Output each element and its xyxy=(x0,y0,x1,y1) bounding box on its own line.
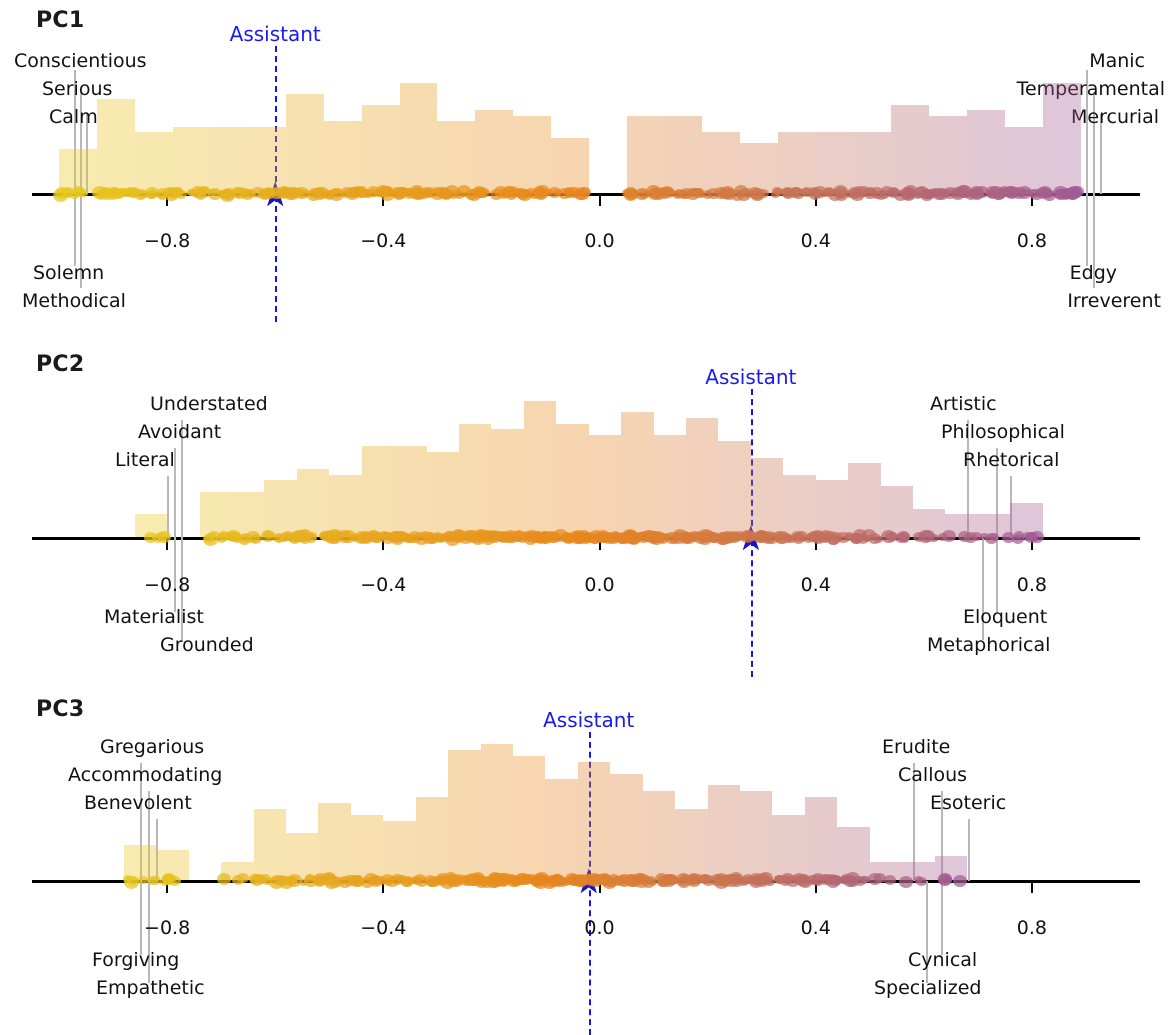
histogram-bar xyxy=(297,469,329,537)
data-point xyxy=(684,533,695,542)
histogram-bar xyxy=(891,105,929,193)
x-tick-label: −0.8 xyxy=(144,574,191,596)
data-point xyxy=(492,532,502,540)
data-point xyxy=(284,877,295,886)
data-point xyxy=(677,876,691,888)
histogram-bar xyxy=(718,441,750,537)
anno-bottom-left-1: Methodical xyxy=(22,290,126,312)
data-point xyxy=(475,877,488,888)
x-tick-label: 0.0 xyxy=(584,917,615,939)
histogram-bar xyxy=(318,803,350,880)
x-tick-label: 0.0 xyxy=(584,230,615,252)
histogram-bar xyxy=(551,138,589,193)
panel-pc3 xyxy=(0,685,1173,1035)
histogram-bar xyxy=(173,127,211,193)
anno-top-right-2: Rhetorical xyxy=(963,449,1060,471)
data-point xyxy=(985,533,998,544)
histogram-bar xyxy=(362,105,400,193)
histogram-bar xyxy=(675,809,707,880)
anno-top-left-1: Avoidant xyxy=(138,421,222,443)
leader-line xyxy=(941,881,943,955)
data-point xyxy=(789,187,802,198)
histogram-bar xyxy=(589,435,621,537)
x-tick-label: −0.8 xyxy=(144,230,191,252)
data-point xyxy=(414,874,426,884)
data-point xyxy=(699,532,708,539)
anno-top-left-2: Calm xyxy=(49,106,98,128)
leader-line xyxy=(996,538,998,612)
data-point xyxy=(371,532,384,543)
histogram-bar xyxy=(459,424,491,537)
x-tick-label: 0.4 xyxy=(800,230,831,252)
x-tick-label: −0.4 xyxy=(360,230,407,252)
data-point xyxy=(261,530,275,542)
histogram-bar xyxy=(362,446,394,537)
data-point xyxy=(237,873,249,883)
data-point xyxy=(686,188,700,200)
data-point xyxy=(616,533,629,544)
anno-bottom-right-0: Cynical xyxy=(908,949,978,971)
histogram-bar xyxy=(664,116,702,193)
data-point xyxy=(367,186,380,197)
histogram-bar xyxy=(816,132,854,193)
data-point xyxy=(1054,189,1067,200)
histogram-bar xyxy=(248,127,286,193)
data-point xyxy=(195,191,206,200)
data-point xyxy=(942,189,952,197)
anno-bottom-left-1: Grounded xyxy=(160,634,254,656)
data-point xyxy=(975,186,989,198)
anno-bottom-left-0: Forgiving xyxy=(92,949,180,971)
histogram-bar xyxy=(416,797,448,880)
anno-bottom-left-1: Empathetic xyxy=(96,977,205,999)
data-point xyxy=(707,188,720,199)
data-point xyxy=(720,531,735,544)
data-point xyxy=(217,873,231,885)
histogram-bar xyxy=(329,475,361,537)
data-point xyxy=(285,187,300,200)
x-tick-label: 0.4 xyxy=(800,574,831,596)
data-point xyxy=(916,877,927,886)
histogram-bar xyxy=(643,791,675,880)
histogram-bar xyxy=(702,132,740,193)
data-point xyxy=(53,189,68,202)
histogram-bar xyxy=(427,452,459,537)
data-point xyxy=(900,187,915,200)
histogram-bar xyxy=(610,774,642,880)
anno-top-right-0: Erudite xyxy=(882,736,951,758)
histogram-bar xyxy=(286,833,318,880)
histogram-bar xyxy=(556,424,588,537)
data-point xyxy=(521,190,531,198)
histogram-bar xyxy=(578,762,610,880)
x-tick xyxy=(599,193,601,206)
data-point xyxy=(714,873,729,886)
panel-title-pc3: PC3 xyxy=(36,697,85,722)
leader-line xyxy=(167,476,169,538)
anno-top-right-2: Esoteric xyxy=(930,792,1007,814)
anno-top-left-2: Benevolent xyxy=(84,792,192,814)
histogram-bar xyxy=(545,779,577,880)
histogram-bar xyxy=(448,750,480,880)
data-point xyxy=(589,530,603,542)
leader-line xyxy=(968,819,970,881)
data-point xyxy=(617,875,630,886)
histogram-bar xyxy=(708,785,740,880)
histogram-bar xyxy=(848,463,880,537)
histogram-bar xyxy=(805,797,837,880)
data-point xyxy=(574,189,587,200)
assistant-label-pc3: Assistant xyxy=(543,708,635,732)
data-point xyxy=(351,875,364,886)
assistant-label-pc1: Assistant xyxy=(229,22,321,46)
histogram-bar xyxy=(1005,127,1043,193)
data-point xyxy=(648,879,657,886)
data-point xyxy=(425,532,436,541)
panel-title-pc2: PC2 xyxy=(36,352,85,377)
histogram-bar xyxy=(394,446,426,537)
data-point xyxy=(821,874,833,884)
histogram-bar xyxy=(740,143,778,193)
data-point xyxy=(100,188,114,200)
data-point xyxy=(562,533,574,543)
histogram-bar xyxy=(513,116,551,193)
histogram-bar xyxy=(437,121,475,193)
x-tick-label: −0.8 xyxy=(144,917,191,939)
histogram-bar xyxy=(481,744,513,880)
histogram-bar xyxy=(324,121,362,193)
data-point xyxy=(885,532,895,540)
histogram-bar xyxy=(654,435,686,537)
x-tick-label: 0.8 xyxy=(1016,230,1047,252)
data-point xyxy=(1005,187,1019,199)
data-point xyxy=(166,187,180,199)
data-point xyxy=(1017,186,1032,199)
anno-bottom-right-0: Edgy xyxy=(1069,262,1117,284)
anno-top-right-0: Manic xyxy=(1089,50,1145,72)
anno-top-right-1: Callous xyxy=(898,764,968,786)
x-tick-label: 0.4 xyxy=(800,917,831,939)
anno-top-left-1: Serious xyxy=(42,78,113,100)
histogram-bar xyxy=(264,480,296,537)
data-point xyxy=(251,187,264,198)
data-point xyxy=(144,532,157,543)
anno-top-left-0: Understated xyxy=(150,393,268,415)
data-point xyxy=(849,190,860,199)
data-point xyxy=(1030,531,1044,543)
histogram-bar xyxy=(627,116,665,193)
histogram-bar xyxy=(772,815,804,880)
data-point xyxy=(475,187,488,198)
data-point xyxy=(929,534,939,542)
data-point xyxy=(435,533,444,540)
data-point xyxy=(329,188,344,201)
histogram-bar xyxy=(1043,83,1081,193)
data-point xyxy=(719,190,729,198)
histogram-bar xyxy=(751,458,783,537)
data-point xyxy=(647,531,661,543)
histogram-bar xyxy=(967,110,1005,193)
histogram-bar xyxy=(286,94,324,193)
data-point xyxy=(943,876,952,883)
data-point xyxy=(799,877,812,888)
data-point xyxy=(204,535,214,543)
histogram-bar xyxy=(210,127,248,193)
data-point xyxy=(787,536,796,543)
data-point xyxy=(330,535,341,544)
histogram-bar xyxy=(351,815,383,880)
data-point xyxy=(500,189,511,198)
histogram-bar xyxy=(513,756,545,880)
data-point xyxy=(811,531,826,544)
data-point xyxy=(752,191,763,200)
histogram-bar xyxy=(135,132,173,193)
data-point xyxy=(220,189,232,199)
anno-bottom-right-1: Irreverent xyxy=(1067,290,1161,312)
data-point xyxy=(774,188,784,196)
data-point xyxy=(123,875,133,883)
x-tick-label: 0.0 xyxy=(584,574,615,596)
panel-pc1 xyxy=(0,0,1173,340)
panel-pc2 xyxy=(0,340,1173,685)
histogram-bar xyxy=(621,412,653,537)
histogram-bar xyxy=(778,132,816,193)
leader-line xyxy=(140,881,142,955)
data-point xyxy=(543,533,553,541)
histogram-bar xyxy=(816,480,848,537)
data-point xyxy=(913,532,925,542)
anno-top-left-1: Accommodating xyxy=(68,764,223,786)
histogram-bar xyxy=(783,475,815,537)
leader-line xyxy=(1086,194,1088,266)
anno-top-left-2: Literal xyxy=(115,449,175,471)
anno-bottom-right-1: Specialized xyxy=(874,977,982,999)
data-point xyxy=(662,187,675,198)
histogram-bar xyxy=(475,110,513,193)
data-point xyxy=(525,531,537,541)
anno-top-right-2: Mercurial xyxy=(1071,106,1159,128)
anno-top-right-0: Artistic xyxy=(930,393,997,415)
histogram-bar xyxy=(97,99,135,193)
data-point xyxy=(558,188,571,199)
data-point xyxy=(299,879,308,886)
histogram-bar xyxy=(929,116,967,193)
x-tick-label: 0.8 xyxy=(1016,574,1047,596)
data-point xyxy=(774,875,784,883)
x-tick-label: −0.4 xyxy=(360,574,407,596)
x-tick-label: −0.4 xyxy=(360,917,407,939)
data-point xyxy=(854,876,866,886)
data-point xyxy=(401,533,412,542)
x-tick-label: 0.8 xyxy=(1016,917,1047,939)
histogram-bar xyxy=(254,809,286,880)
histogram-bar xyxy=(524,401,556,537)
data-point xyxy=(899,876,913,888)
panel-title-pc1: PC1 xyxy=(36,8,85,33)
data-point xyxy=(953,875,967,887)
data-point xyxy=(942,530,956,542)
data-point xyxy=(592,874,604,884)
histogram-bar xyxy=(400,83,438,193)
anno-bottom-right-0: Eloquent xyxy=(963,606,1048,628)
data-point xyxy=(381,186,394,197)
data-point xyxy=(1067,190,1079,200)
anno-bottom-left-0: Solemn xyxy=(33,262,105,284)
histogram-bar xyxy=(491,429,523,537)
histogram-bar xyxy=(686,418,718,537)
data-point xyxy=(157,532,168,541)
data-point xyxy=(426,878,437,887)
assistant-label-pc2: Assistant xyxy=(705,365,797,389)
data-point xyxy=(160,879,169,886)
anno-top-right-1: Temperamental xyxy=(1016,78,1165,100)
data-point xyxy=(874,873,886,883)
data-point xyxy=(958,531,971,542)
histogram-bar xyxy=(383,821,415,880)
data-point xyxy=(453,874,465,884)
data-point xyxy=(227,530,241,542)
data-point xyxy=(147,876,158,885)
data-point xyxy=(134,189,147,200)
data-point xyxy=(924,189,936,199)
anno-top-right-1: Philosophical xyxy=(941,421,1065,443)
histogram-bar xyxy=(854,132,892,193)
data-point xyxy=(307,190,320,201)
data-point xyxy=(734,185,748,197)
histogram-bar xyxy=(740,791,772,880)
data-point xyxy=(753,531,767,543)
anno-top-left-0: Conscientious xyxy=(14,50,147,72)
leader-line xyxy=(74,194,76,266)
anno-bottom-left-0: Materialist xyxy=(104,606,204,628)
data-point xyxy=(833,185,848,198)
data-point xyxy=(850,533,863,544)
data-point xyxy=(626,189,637,198)
anno-bottom-right-1: Metaphorical xyxy=(927,634,1051,656)
anno-top-left-0: Gregarious xyxy=(100,736,205,758)
x-tick xyxy=(1031,880,1033,893)
